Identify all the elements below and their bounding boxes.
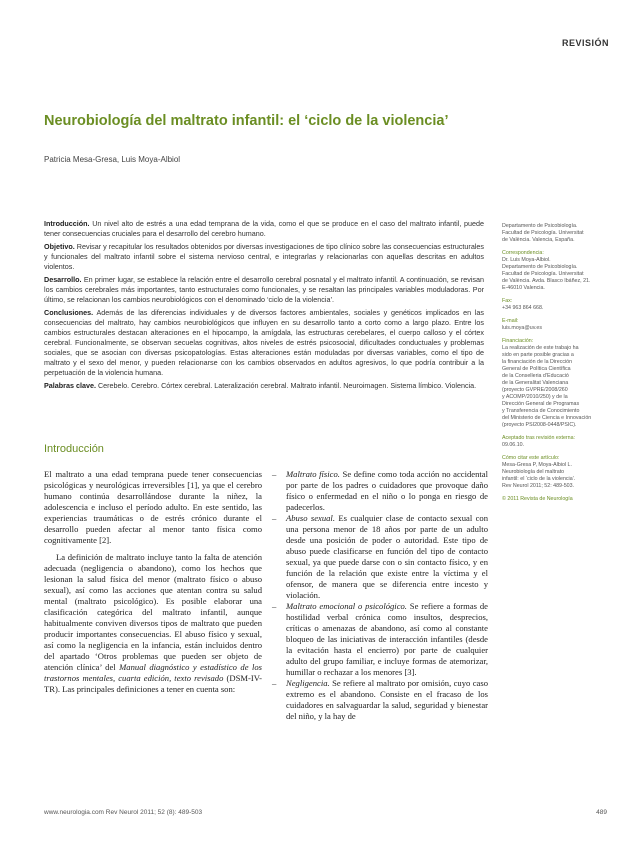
abstract-objective-label: Objetivo. [44, 242, 75, 251]
abstract-development [44, 275, 484, 305]
abstract [44, 219, 484, 394]
footer-journal-info: www.neurologia.com Rev Neurol 2011; 52 (8): 489-503 [44, 809, 203, 816]
section-label: REVISIÓN [561, 38, 609, 48]
abstract-introduction [44, 219, 484, 239]
abstract-conclusions-text: Además de las diferencias individuales y de diversos factores ambientales, sociales y genéticos implicados en las consecuencias del maltrato, hay cambios neurobiológicos que influyen en su desarrollo tanto a corto como a largo plazo. Entre los cambios estructurales destacan alteraciones en el hipocampo, la amígdala, las estructuras cerebelares, el cuerpo calloso y el córtex cerebral. Funcionalmente, se observan secuelas cognitivas, altos niveles de estrés psicosocial, dificultades conductuales y problemas sociales, que se asocian con diversas psicopatologías. Estas alteraciones están moduladas por diversas variables, como el tipo de maltrato y el sexo del menor, y pueden relacionarse con los cambios observados en adultos agresivos, lo que podría contribuir a la perpetuación de la violencia humana. [44, 308, 484, 377]
email [502, 318, 612, 332]
definition-item [272, 469, 488, 513]
intro-paragraph-2-text: La definición de maltrato incluye tanto la falta de atención adecuada (negligencia o abandono), como los hechos que lesionan la salud física del menor (maltrato físico o abuso sexual), así como las acciones que atentan contra su salud mental (maltrato psicológico). Es posible elaborar una clasificación categórica del maltrato infantil, aunque habitualmente conviven diversos tipos de maltrato que pueden producir importantes consecuencias. El abuso físico y sexual, así como la negligencia en la infancia, están incluidos dentro del apartado ‘Otros problemas que pueden ser objeto de atención clínica’ del [44, 552, 262, 672]
funding-line: General de Política Científica [502, 366, 571, 372]
funding-line: de la Conselleria d’Educació [502, 373, 569, 379]
dsm-title: Manual diagnóstico y estadístico de los trastornos mentales, cuarta edición, texto revisado [44, 662, 263, 683]
citation [502, 455, 612, 490]
dash-bullet: – [272, 469, 277, 479]
abstract-introduction-label: Introducción. [44, 219, 90, 228]
funding-line: (proyecto PSI2008-0448/PSIC). [502, 422, 577, 428]
citation-line: Neurobiología del maltrato [502, 469, 565, 475]
email-label: E-mail: [502, 318, 519, 324]
funding [502, 338, 612, 429]
accepted-label: Aceptado tras revisión externa: [502, 435, 576, 441]
affiliation-line: Departamento de Psicobiología. [502, 223, 578, 229]
abstract-keywords-label: Palabras clave. [44, 381, 96, 390]
abstract-keywords-text: Cerebelo. Cerebro. Córtex cerebral. Lateralización cerebral. Maltrato infantil. Neuroimagen. Sistema límbico. Violencia. [97, 381, 477, 390]
article-authors: Patricia Mesa-Gresa, Luis Moya-Albiol [44, 155, 181, 164]
definition-item [272, 601, 488, 678]
funding-label: Financiación: [502, 338, 534, 344]
fax-number: +34 963 864 668. [502, 305, 544, 311]
correspondence [502, 250, 612, 292]
abstract-conclusions-label: Conclusiones. [44, 308, 94, 317]
funding-line: La realización de este trabajo ha [502, 345, 579, 351]
abstract-conclusions [44, 308, 484, 378]
funding-line: sido en parte posible gracias a [502, 352, 574, 358]
funding-line: la financiación de la Dirección [502, 359, 573, 365]
definition-term: Negligencia. [286, 678, 330, 688]
definition-term: Abuso sexual. [286, 513, 335, 523]
correspondence-line: E-46010 Valencia. [502, 285, 545, 291]
affiliation [502, 223, 612, 244]
funding-line: y Transferencia de Conocimiento [502, 408, 580, 414]
intro-paragraph-1: El maltrato a una edad temprana puede tener consecuencias psicológicas y neurológicas irreversibles [1], ya que el cerebro humano continúa desarrollándose durante la niñez, la adolescencia e incluso el período adulto. En este sentido, las experiencias traumáticas o de estrés crónico durante el desarrollo pueden afectar al menor tanto física como cognitivamente [2]. [44, 469, 262, 545]
abstract-objective [44, 242, 484, 272]
copyright: © 2011 Revista de Neurología [502, 496, 573, 502]
page-number: 489 [596, 809, 607, 816]
correspondence-label: Correspondencia: [502, 250, 544, 256]
intro-paragraph-2-end: (DSM-IV-TR). Las principales definiciones a tener en cuenta son: [44, 673, 262, 694]
definition-text: Se define como toda acción no accidental por parte de los padres o cuidadores que provoque daño físico o enfermedad en el niño o lo ponga en riesgo de padecerlos. [286, 469, 488, 512]
dash-bullet: – [272, 678, 277, 688]
definition-text: Se refiere a formas de hostilidad verbal crónica como insultos, desprecios, críticas o amenazas de abandono, así como al constante bloqueo de las iniciativas de interacción infantiles (desde la evitación hasta el encierro) por parte de cualquier adulto del grupo familiar, e incluye formas de atemorizar, humillar o rechazar a los menores [3]. [286, 601, 488, 677]
intro-paragraph-2 [44, 552, 262, 695]
definition-item [272, 678, 488, 722]
abstract-development-text: En primer lugar, se establece la relación entre el desarrollo cerebral posnatal y el maltrato infantil. A continuación, se revisan los cambios cerebrales más importantes, tanto estructurales como funcionales, y se resaltan las principales variables moduladoras. Por último, se relacionan los cambios neurobiológicos con el denominado ‘ciclo de la violencia’. [44, 275, 484, 304]
affiliation-line: Facultad de Psicología. Universitat [502, 230, 584, 236]
correspondence-line: Departamento de Psicobiología. [502, 264, 578, 270]
body-column-left [44, 469, 262, 695]
abstract-keywords [44, 381, 484, 391]
abstract-introduction-text: Un nivel alto de estrés a una edad temprana de la vida, como el que se produce en el caso del maltrato infantil, puede tener consecuencias cruciales para el desarrollo del cerebro humano. [44, 219, 484, 238]
accepted [502, 435, 612, 449]
correspondence-line: Dr. Luis Moya-Albiol. [502, 257, 551, 263]
fax-label: Fax: [502, 298, 513, 304]
abstract-development-label: Desarrollo. [44, 275, 82, 284]
funding-line: Dirección General de Programas [502, 401, 580, 407]
dash-bullet: – [272, 513, 277, 523]
citation-line: infantil: el ‘ciclo de la violencia’. [502, 476, 576, 482]
definition-term: Maltrato físico. [286, 469, 340, 479]
citation-line: Mesa-Gresa P, Moya-Albiol L. [502, 462, 572, 468]
funding-line: y ACOMP/2010/250) y de la [502, 394, 568, 400]
citation-line: Rev Neurol 2011; 52: 489-503. [502, 483, 575, 489]
correspondence-line: Facultad de Psicología. Universitat [502, 271, 584, 277]
definition-text: Es cualquier clase de contacto sexual con una persona menor de 18 años por parte de un adulto desde una posición de poder o autoridad. Este tipo de abuso puede clasificarse en función del tipo de contacto sexual, ya que puede darse con o sin contacto físico, y en función de la relación que existe entre la víctima y el ofensor, de manera que se diferencia entre incesto y violación. [286, 513, 488, 600]
email-address[interactable]: luis.moya@uv.es [502, 325, 543, 331]
correspondence-line: de València. Avda. Blasco Ibáñez, 21. [502, 278, 591, 284]
dash-bullet: – [272, 601, 277, 611]
article-sidebar [502, 223, 612, 509]
funding-line: del Ministerio de Ciencia e Innovación [502, 415, 592, 421]
citation-label: Cómo citar este artículo: [502, 455, 560, 461]
definition-item [272, 513, 488, 601]
fax [502, 298, 612, 312]
introduction-heading: Introducción [44, 443, 104, 455]
article-title: Neurobiología del maltrato infantil: el ‘ciclo de la violencia’ [44, 113, 449, 129]
funding-line: (proyecto GVPRE/2008/260 [502, 387, 568, 393]
abstract-objective-text: Revisar y recapitular los resultados obtenidos por diversas investigaciones de tipo clínico sobre las consecuencias estructurales y funcionales del maltrato infantil sobre el sistema nervioso central, e integrarlas y relacionarlas con aquellas descritas en adultos violentos. [44, 242, 484, 271]
affiliation-line: de València. Valencia, España. [502, 237, 575, 243]
accepted-date: 09.06.10. [502, 442, 525, 448]
funding-line: de la Generalitat Valenciana [502, 380, 569, 386]
body-column-right [272, 469, 488, 722]
definition-text: Se refiere al maltrato por omisión, cuyo caso extremo es el abandono. Consiste en el fracaso de los cuidadores en salvaguardar la salud, seguridad y bienestar del niño, y la hay de [286, 678, 488, 721]
definition-term: Maltrato emocional o psicológico. [286, 601, 407, 611]
